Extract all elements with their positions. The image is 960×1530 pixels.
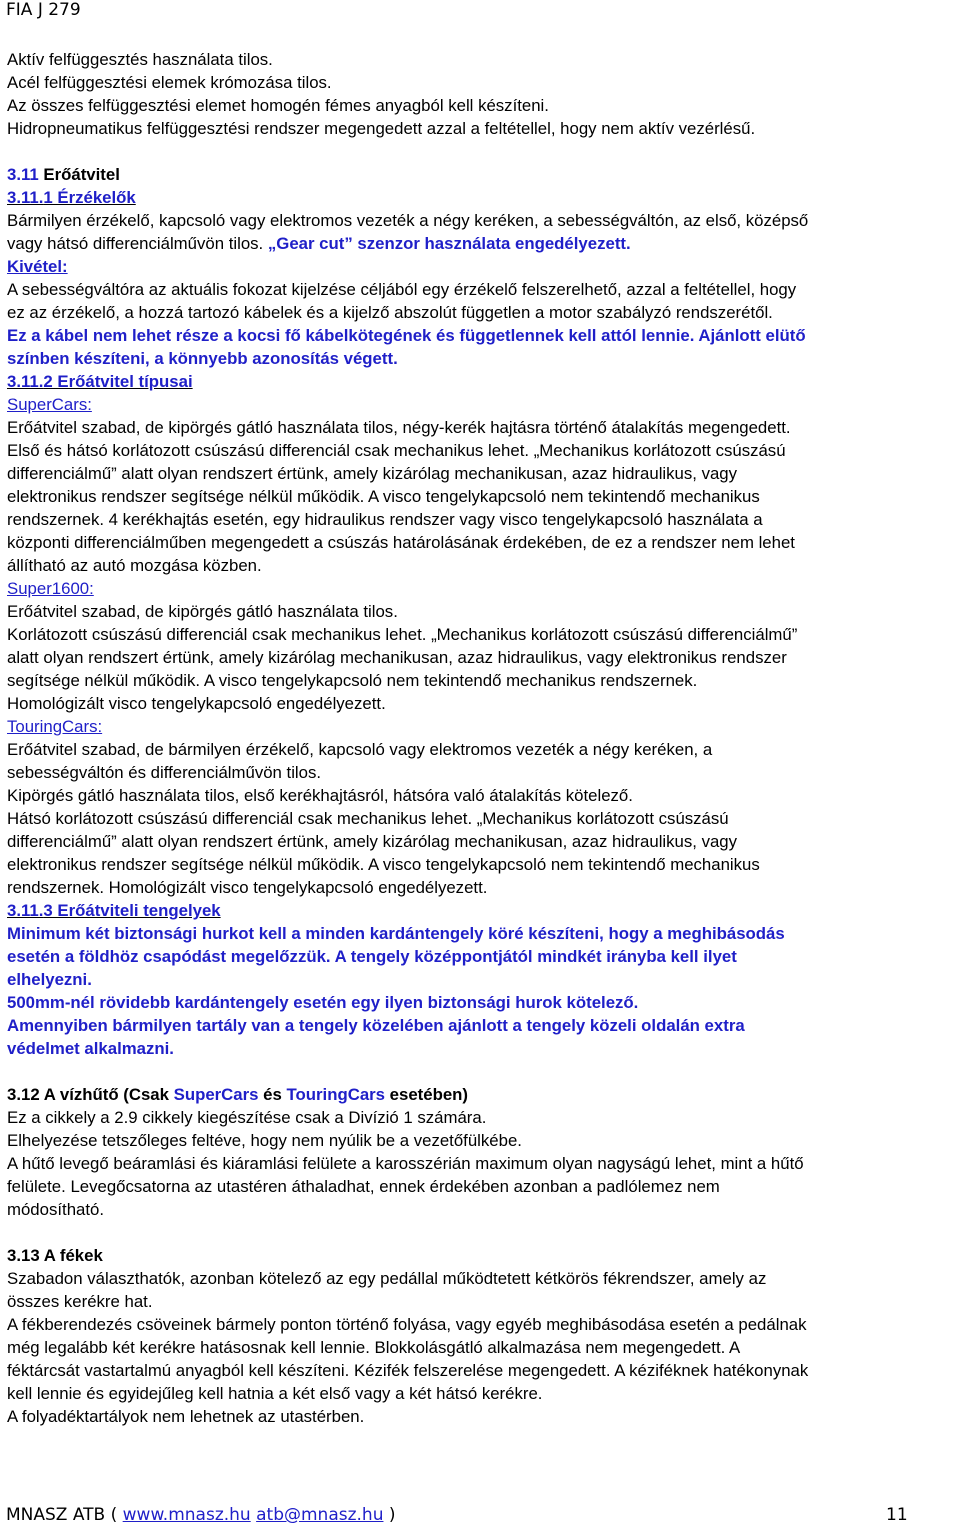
section-number: 3.11. [7,188,44,207]
paragraph-line: sebességváltón és differenciálművön tilos. [7,763,322,782]
text-span: vagy hátsó differenciálművön tilos. [7,234,268,253]
heading-text-blue: SuperCars [173,1085,259,1104]
spacer [7,1221,957,1244]
paragraph-line: összes kerékre hat. [7,1292,153,1311]
paragraph-line: A fékberendezés csöveinek bármely ponton történő folyása, vagy egyéb meghibásodása esetén a pedálnak [7,1315,807,1334]
section-number: 3.11. [7,901,44,920]
paragraph-line: Acél felfüggesztési elemek krómozása tilos. [7,73,332,92]
paragraph-line-emphasis: Ez a kábel nem lehet része a kocsi fő kábelkötegének és függetlennek kell attól lennie. Ajánlott elütő [7,326,806,345]
category-label-touringcars: TouringCars: [7,717,103,736]
paragraph-line: felülete. Levegőcsatorna az utastéren áthaladhat, ennek érdekében azonban a padlólemez nem [7,1177,720,1196]
paragraph-line-emphasis: Minimum két biztonsági hurkot kell a minden kardántengely köré készíteni, hogy a meghibásodás [7,924,785,943]
heading-text: 3.12 A vízhűtő (Csak [7,1085,174,1104]
paragraph-line: féktárcsát vastartalmú anyagból kell készíteni. Kézifék felszerelése megengedett. A kéziféknek hatékonynak [7,1361,809,1380]
section-heading-3-11-3 [7,899,957,922]
paragraph-line: rendszernek. 4 kerékhajtás esetén, egy hidraulikus rendszer vagy visco tengelykapcsoló használata a [7,510,763,529]
paragraph-line: Homológizált visco tengelykapcsoló engedélyezett. [7,694,386,713]
paragraph-line: módosítható. [7,1200,105,1219]
section-heading-3-12 [7,1083,957,1106]
section-number: 3.11 [7,165,39,184]
paragraph-line: A hűtő levegő beáramlási és kiáramlási felülete a karosszérián maximum olyan nagyságú lehet, mint a hűtő [7,1154,804,1173]
paragraph-line: állítható az autó mozgása közben. [7,556,262,575]
paragraph-line: A sebességváltóra az aktuális fokozat kijelzése céljából egy érzékelő felszerelhető, azzal a feltétellel, hogy [7,280,797,299]
heading-text-blue: TouringCars [286,1085,386,1104]
paragraph-line: Hátsó korlátozott csúszású differenciál csak mechanikus lehet. „Mechanikus korlátozott csúszású [7,809,729,828]
category-label-super1600: Super1600: [7,579,94,598]
section-number: 3.11. [7,372,44,391]
section-heading-3-13: 3.13 A fékek [7,1246,103,1265]
paragraph-line-emphasis: Amennyiben bármilyen tartály van a tengely közelében ajánlott a tengely közeli oldalán extra [7,1016,745,1035]
section-title: 2 Erőátvitel típusai [43,372,193,391]
section-title: Erőátvitel [38,165,120,184]
paragraph-line: Erőátvitel szabad, de bármilyen érzékelő, kapcsoló vagy elektromos vezeték a négy keréken, a [7,740,713,759]
paragraph-line-emphasis: elhelyezni. [7,970,92,989]
paragraph-line: Erőátvitel szabad, de kipörgés gátló használata tilos. [7,602,398,621]
paragraph-line: elektronikus rendszer segítsége nélkül működik. A visco tengelykapcsoló nem tekintendő mechanikus [7,855,760,874]
section-title: 1 Érzékelők [43,188,136,207]
paragraph-line: Aktív felfüggesztés használata tilos. [7,50,273,69]
paragraph-line: Bármilyen érzékelő, kapcsoló vagy elektromos vezeték a négy keréken, a sebességváltón, az első, középső [7,211,809,230]
heading-text: esetében) [385,1085,469,1104]
exception-label: Kivétel: [7,257,68,276]
section-heading-3-11 [7,163,957,186]
paragraph-line: Erőátvitel szabad, de kipörgés gátló használata tilos, négy-kerék hajtásra történő átalakítás megengedett. [7,418,791,437]
document-footer [6,1503,956,1527]
paragraph-line-emphasis: esetén a földhöz csapódást megelőzzük. A tengely középpontjától mindkét irányba kell ilyet [7,947,737,966]
heading-text: és [258,1085,287,1104]
paragraph-line: elektronikus rendszer segítsége nélkül működik. A visco tengelykapcsoló nem tekintendő mechanikus [7,487,760,506]
paragraph-line: kell lennie és egyidejűleg kell hatnia a két első vagy a két hátsó kerékre. [7,1384,543,1403]
paragraph-line [7,232,957,255]
paragraph-line: Ez a cikkely a 2.9 cikkely kiegészítése csak a Divízió 1 számára. [7,1108,487,1127]
paragraph-line-emphasis: színben készíteni, a könnyebb azonosítás végett. [7,349,398,368]
section-title: 3 Erőátviteli tengelyek [43,901,221,920]
category-label-supercars: SuperCars: [7,395,92,414]
paragraph-line: alatt olyan rendszert értünk, amely kizárólag mechanikusan, azaz hidraulikus, vagy elektronikus rendszer [7,648,787,667]
document-header: FIA J 279 [6,0,81,20]
spacer [7,140,957,163]
spacer [7,1060,957,1083]
paragraph-line: még legalább két kerékre hatásosnak kell lennie. Blokkolásgátló alkalmazása nem megengedett. A [7,1338,741,1357]
footer-suffix: ) [383,1505,396,1525]
highlight-text: „Gear cut” szenzor használata engedélyezett. [267,234,631,253]
paragraph-line: Szabadon választhatók, azonban kötelező az egy pedállal működtetett kétkörös fékrendszer, amely az [7,1269,767,1288]
paragraph-line: Az összes felfüggesztési elemet homogén fémes anyagból kell készíteni. [7,96,549,115]
paragraph-line: Korlátozott csúszású differenciál csak mechanikus lehet. „Mechanikus korlátozott csúszású differenciálmű” [7,625,798,644]
email-link[interactable]: atb@mnasz.hu [256,1505,384,1525]
paragraph-line: A folyadéktartályok nem lehetnek az utastérben. [7,1407,365,1426]
paragraph-line-emphasis: 500mm-nél rövidebb kardántengely esetén egy ilyen biztonsági hurok kötelező. [7,993,639,1012]
paragraph-line: Kipörgés gátló használata tilos, első kerékhajtásról, hátsóra való átalakítás kötelező. [7,786,633,805]
footer-prefix: MNASZ ATB ( [6,1505,123,1525]
paragraph-line: Hidropneumatikus felfüggesztési rendszer megengedett azzal a feltétellel, hogy nem aktív vezérlésű. [7,119,756,138]
website-link[interactable]: www.mnasz.hu [122,1505,251,1525]
paragraph-line: differenciálmű” alatt olyan rendszert értünk, amely kizárólag mechanikusan, azaz hidraulikus, vagy [7,464,738,483]
paragraph-line: Elhelyezése tetszőleges feltéve, hogy nem nyúlik be a vezetőfülkébe. [7,1131,522,1150]
paragraph-line: Első és hátsó korlátozott csúszású differenciál csak mechanikus lehet. „Mechanikus korlátozott csúszású [7,441,786,460]
document-body [7,48,957,1428]
paragraph-line: differenciálmű” alatt olyan rendszert értünk, amely kizárólag mechanikusan, azaz hidraulikus, vagy [7,832,738,851]
section-heading-3-11-2 [7,370,957,393]
page-number: 11 [886,1505,908,1525]
paragraph-line: segítsége nélkül működik. A visco tengelykapcsoló nem tekintendő mechanikus rendszernek. [7,671,698,690]
paragraph-line: központi differenciálműben megengedett a csúszás határolásának érdekében, de ez a rendszer nem lehet [7,533,795,552]
section-heading-3-11-1 [7,186,957,209]
paragraph-line: rendszernek. Homológizált visco tengelykapcsoló engedélyezett. [7,878,488,897]
paragraph-line: ez az érzékelő, a hozzá tartozó kábelek és a kijelző abszolút független a motor szabályzó rendszerétől. [7,303,773,322]
paragraph-line-emphasis: védelmet alkalmazni. [7,1039,174,1058]
